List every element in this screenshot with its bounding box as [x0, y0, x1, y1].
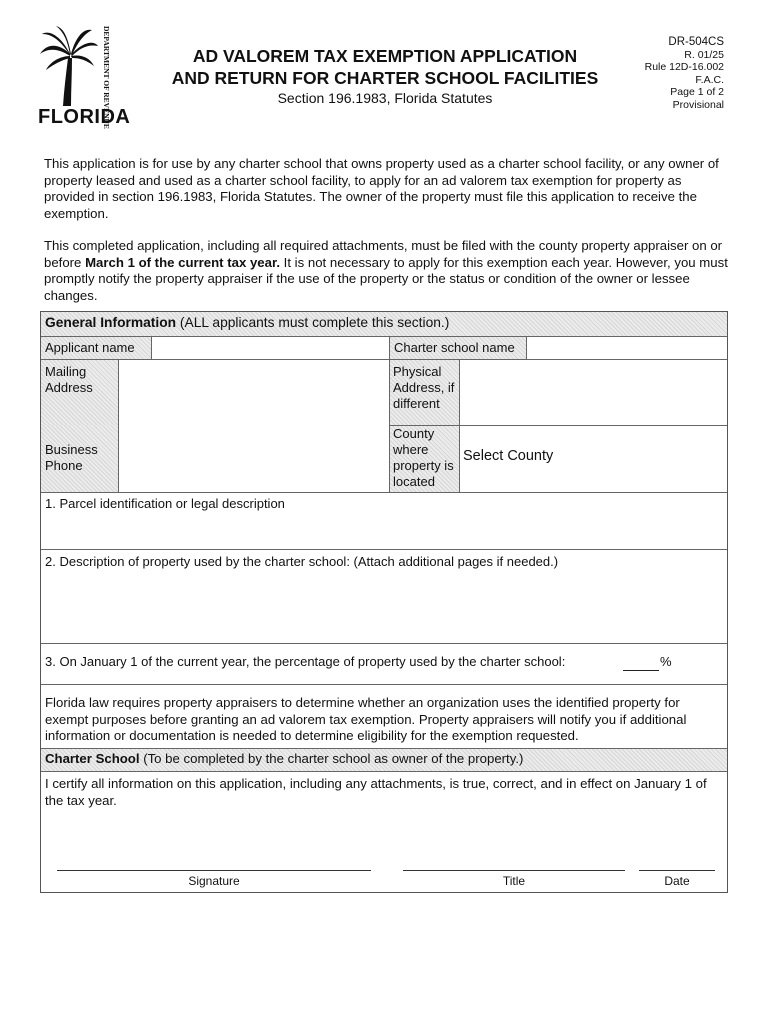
date-label: Date — [664, 874, 690, 888]
charter-school-name-field[interactable] — [526, 337, 727, 359]
deadline-text: March 1 of the current tax year. — [85, 254, 281, 270]
form-rule: Rule 12D-16.002 — [644, 61, 724, 73]
applicant-name-field[interactable] — [151, 337, 389, 359]
county-label: County where property is located — [389, 426, 459, 492]
q3-label: 3. On January 1 of the current year, the percentage of property used by the charter school: — [45, 654, 566, 669]
form-revision: R. 01/25 — [684, 48, 724, 61]
form-fac: F.A.C. — [695, 73, 724, 86]
mailing-address-field[interactable] — [118, 360, 389, 425]
percent-sign: % — [660, 654, 672, 669]
physical-address-field[interactable] — [459, 360, 727, 425]
logo-state-name: FLORIDA — [38, 106, 131, 128]
signature-label: Signature — [188, 874, 240, 888]
percentage-field[interactable] — [623, 655, 659, 671]
title-line[interactable] — [403, 870, 625, 871]
date-line[interactable] — [639, 870, 715, 871]
form-title-line2: AND RETURN FOR CHARTER SCHOOL FACILITIES — [171, 68, 599, 88]
business-phone-field[interactable] — [118, 425, 389, 492]
charter-school-header: Charter School (To be completed by the charter school as owner of the property.) — [41, 749, 727, 771]
logo-org-text: DEPARTMENT OF REVENUE — [102, 26, 111, 129]
intro-paragraph-2: This completed application, including all required attachments, must be filed with the county property appraiser on or before March 1 of the current tax year. It is not necessary to apply for this exemption each year. However, you must promptly notify the property appraiser if the use of the property or the status or condition of the owner or lessee changes. — [44, 238, 728, 303]
notice-text: Florida law requires property appraisers to determine whether an organization uses the identified property for exempt purposes before granting an ad valorem tax exemption. Property appraisers will notify you if additional information or documentation is needed to determine eligibility for the exemption requested. — [45, 695, 687, 743]
intro-paragraph-1: This application is for use by any charter school that owns property used as a charter school facility, or any owner of property leased and used as a charter school facility, to apply for an ad valorem tax exemption for property as provided in section 196.1983, Florida Statutes. The owner of the property must file this application to receive the exemption. — [44, 156, 719, 221]
charter-school-name-label: Charter school name — [389, 337, 526, 359]
title-label: Title — [502, 874, 526, 888]
q1-label: 1. Parcel identification or legal description — [45, 496, 285, 511]
form-status: Provisional — [672, 98, 724, 111]
form-subtitle: Section 196.1983, Florida Statutes — [277, 90, 493, 106]
parcel-identification-field[interactable] — [41, 493, 727, 549]
form-identifier — [645, 36, 724, 111]
form-title-line1: AD VALOREM TAX EXEMPTION APPLICATION — [192, 46, 578, 66]
general-info-header: General Information (ALL applicants must complete this section.) — [41, 312, 727, 336]
page-number: Page 1 of 2 — [670, 86, 724, 98]
certification-text: I certify all information on this application, including any attachments, is true, correct, and in effect on January 1 of the tax year. — [45, 776, 707, 808]
q2-label: 2. Description of property used by the charter school: (Attach additional pages if needed.) — [45, 554, 559, 569]
form-number: DR-504CS — [668, 36, 724, 48]
applicant-name-label: Applicant name — [41, 337, 151, 359]
mailing-address-label: Mailing Address — [41, 360, 118, 425]
signature-line[interactable] — [57, 870, 371, 871]
county-select[interactable]: Select County — [459, 426, 727, 492]
business-phone-label: Business Phone — [41, 425, 118, 492]
application-form — [40, 311, 728, 893]
property-description-field[interactable] — [41, 550, 727, 643]
physical-address-label: Physical Address, if different — [389, 360, 459, 425]
